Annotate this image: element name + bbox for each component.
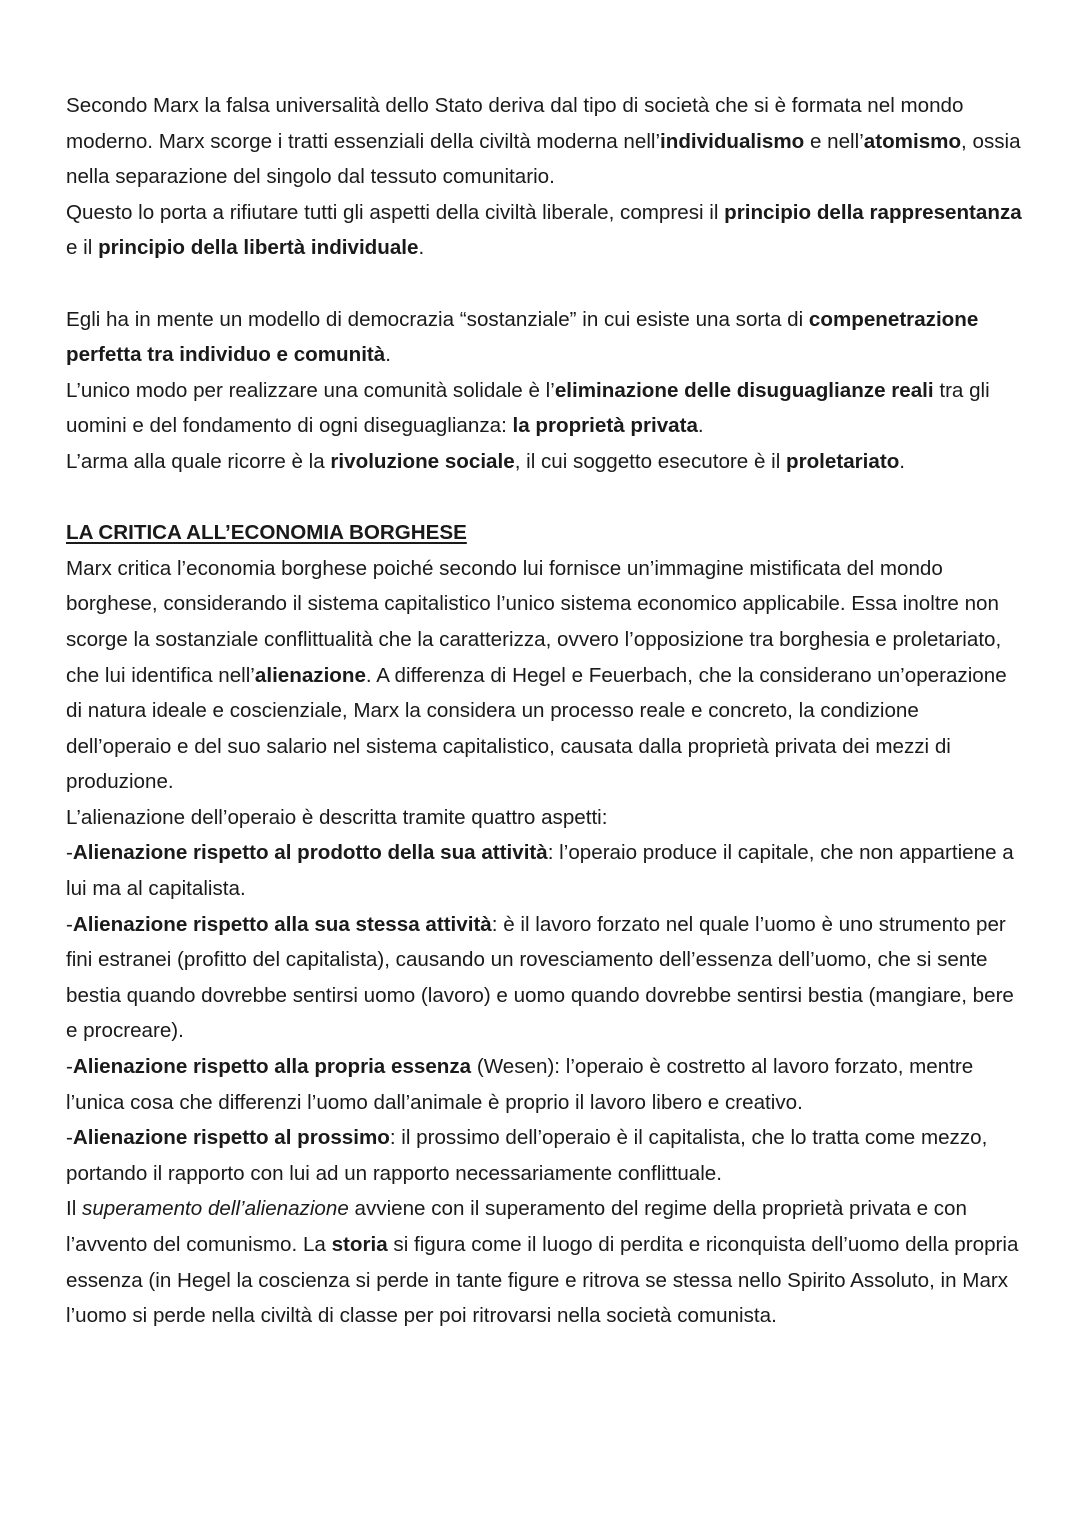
blank-line [66,480,1026,516]
bold-term: la proprietà privata [512,414,698,438]
text: L’arma alla quale ricorre è la [66,449,331,473]
bold-term: compenetrazione perfetta tra individuo e comunità [66,307,979,367]
list-dash: - [66,1126,73,1150]
text: si figura come il luogo di perdita e riconquista dell’uomo della propria essenza (in Hegel la coscienza si perde in tante figure e ritrova se stessa nello Spirito Assoluto, in Marx l’uomo si perde nella civiltà di classe per poi ritrovarsi nella società comunista. [66,1233,1019,1328]
paragraph-four-aspects-intro: L’alienazione dell’operaio è descritta tramite quattro aspetti: [66,805,608,829]
list-dash: - [66,841,73,865]
text: : il prossimo dell’operaio è il capitalista, che lo tratta come mezzo, portando il rapporto con lui ad un rapporto necessariamente conflittuale. [66,1126,988,1185]
italic-term: superamento dell’alienazione [82,1197,349,1221]
bold-term: proletariato [786,449,900,473]
paragraph-individualism [66,88,1026,195]
bold-term: eliminazione delle disuguaglianze reali [554,378,934,402]
paragraph-revolution [66,444,1026,480]
text: avviene con il superamento del regime della proprietà privata e con l’avvento del comunismo. La [66,1197,967,1256]
text: e nell’ [804,129,864,153]
text: , il cui soggetto esecutore è il [514,449,786,473]
paragraph-democracy [66,302,1026,373]
text: : l’operaio produce il capitale, che non appartiene a lui ma al capitalista. [66,841,1014,901]
bold-term: principio della rappresentanza [724,200,1022,224]
bold-term: principio della libertà individuale [98,236,419,260]
text: Egli ha in mente un modello di democrazia “sostanziale” in cui esiste una sorta di [66,307,809,331]
section-heading: LA CRITICA ALL’ECONOMIA BORGHESE [66,521,467,545]
text: Questo lo porta a rifiutare tutti gli aspetti della civiltà liberale, compresi il [66,200,725,224]
text: e il [66,236,99,260]
list-dash: - [66,1055,73,1079]
paragraph-liberal-civilization [66,195,1026,266]
bold-term: Alienazione rispetto alla sua stessa attività [72,912,492,936]
bold-term: storia [331,1233,388,1256]
paragraph-overcoming-alienation [66,1191,1026,1333]
text: Il [66,1197,83,1221]
text: tra gli uomini e del fondamento di ogni diseguaglianza: [66,378,990,438]
text: L’unico modo per realizzare una comunità solidale è l’ [66,378,555,402]
text: (Wesen): l’operaio è costretto al lavoro forzato, mentre l’unica cosa che differenzi l’uomo dall’animale è proprio il lavoro libero e creativo. [66,1055,974,1114]
blank-line [66,266,1026,302]
bold-term: alienazione [254,663,366,687]
list-item-essence-alienation [66,1049,1026,1120]
bold-term: atomismo [863,129,962,153]
paragraph-bourgeois-economy [66,551,1026,800]
text: . [899,449,906,473]
list-item-activity-alienation [66,907,1026,1049]
bold-term: Alienazione rispetto alla propria essenza [72,1055,472,1079]
bold-term: individualismo [660,129,805,153]
list-item-neighbor-alienation [66,1120,1026,1191]
list-item-product-alienation [66,835,1026,906]
text: . [697,414,704,438]
text: . A differenza di Hegel e Feuerbach, che la considerano un’operazione di natura ideale e coscienziale, Marx la considera un processo reale e concreto, la condizione dell’operaio e del suo salario nel sistema capitalistico, causata dalla proprietà privata dei mezzi di produzione. [66,663,1007,794]
bold-term: Alienazione rispetto al prossimo [72,1126,390,1150]
text: , ossia nella separazione del singolo dal tessuto comunitario. [66,129,1021,189]
text: Marx critica l’economia borghese poiché secondo lui fornisce un’immagine mistificata del mondo borghese, considerando il sistema capitalistico l’unico sistema economico applicabile. Essa inoltre non scorge la sostanziale conflittualità che la caratterizza, ovvero l’opposizione tra borghesia e proletariato, che lui identifica nell’ [66,556,1002,687]
list-dash: - [66,912,73,936]
text: . [418,236,425,260]
text: Secondo Marx la falsa universalità dello Stato deriva dal tipo di società che si è formata nel mondo moderno. Marx scorge i tratti essenziali della civiltà moderna nell’ [66,94,964,153]
text: : è il lavoro forzato nel quale l’uomo è uno strumento per fini estranei (profitto del capitalista), causando un rovesciamento dell’essenza dell’uomo, che si sente bestia quando dovrebbe sentirsi uomo (lavoro) e uomo quando dovrebbe sentirsi bestia (mangiare, bere e procreare). [66,912,1014,1043]
document-body [66,88,1026,1334]
bold-term: rivoluzione sociale [330,449,515,473]
paragraph-inequality [66,373,1026,444]
bold-term: Alienazione rispetto al prodotto della sua attività [72,841,548,865]
text: . [385,343,391,367]
